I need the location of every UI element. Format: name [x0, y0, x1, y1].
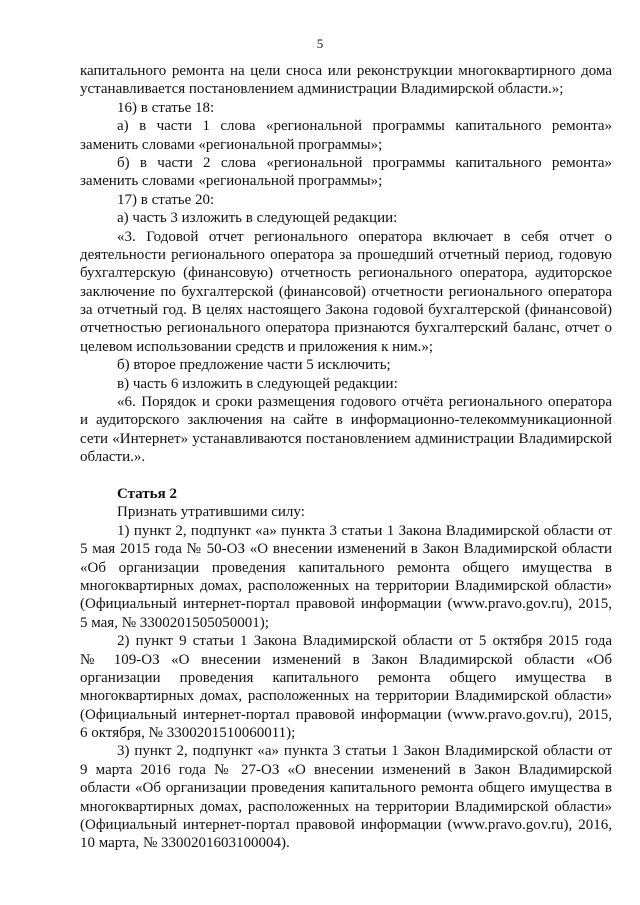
text-line: деятельности регионального оператора за прошедший отчетный период, годовую — [80, 246, 612, 263]
text-line: области.». — [80, 449, 146, 466]
text-line: «6. Порядок и сроки размещения годового отчёта регионального оператора — [117, 394, 612, 411]
text-line: отчетностью регионального оператора признаются бухгалтерский баланс, отчет о — [80, 320, 612, 337]
text-line: многоквартирных домах, расположенных на территории Владимирской области» — [80, 798, 612, 815]
page-number: 5 — [316, 36, 324, 51]
text-line: 1) пункт 2, подпункт «а» пункта 3 статьи 1 Закона Владимирской области от — [117, 522, 612, 539]
text-line: Признать утратившими силу: — [117, 504, 305, 521]
text-line: 5 мая 2015 года № 50-ОЗ «О внесении изменений в Закон Владимирской области — [80, 541, 612, 558]
text-line: заключение по бухгалтерской (финансовой) отчетности регионального оператора — [80, 283, 612, 300]
text-line: бухгалтерскую (финансовую) отчетность регионального оператора, аудиторское — [80, 265, 612, 282]
text-line: «Об организации проведения капитального ремонта общего имущества в — [80, 559, 612, 576]
text-line: а) часть 3 изложить в следующей редакции: — [117, 210, 398, 227]
text-line: устанавливается постановлением администрации Владимирской области.»; — [80, 81, 564, 98]
text-line: 10 марта, № 3300201603100004). — [80, 835, 290, 852]
paragraph-gap — [80, 467, 612, 485]
text-line: в) часть 6 изложить в следующей редакции: — [117, 375, 398, 392]
text-line: целевом использовании средств и приложения к ним.»; — [80, 338, 434, 355]
text-line: б) второе предложение части 5 исключить; — [117, 357, 391, 374]
text-line: 17) в статье 20: — [117, 191, 215, 208]
text-line: капитального ремонта на цели сноса или реконструкции многоквартирного дома — [80, 63, 612, 79]
text-line: области «Об организации проведения капитального ремонта общего имущества в — [80, 780, 612, 797]
text-line: 16) в статье 18: — [117, 99, 215, 116]
text-line: а) в части 1 слова «региональной программы капитального ремонта» — [117, 118, 612, 135]
text-line: 2) пункт 9 статьи 1 Закона Владимирской области от 5 октября 2015 года — [117, 633, 612, 650]
text-line: организации проведения капитального ремонта общего имущества в — [80, 669, 612, 686]
text-line: «3. Годовой отчет регионального оператора включает в себя отчет о — [117, 228, 612, 245]
text-line: (Официальный интернет-портал правовой информации (www.pravo.gov.ru), 2015, — [80, 596, 612, 613]
text-line: № 109-ОЗ «О внесении изменений в Закон Владимирской области «Об — [80, 651, 612, 668]
text-line: 3) пункт 2, подпункт «а» пункта 3 статьи 1 Закон Владимирской области от — [117, 743, 612, 760]
text-line: и аудиторского заключения на сайте в информационно-телекоммуникационной — [80, 412, 612, 429]
text-line: за отчетный год. В целях настоящего Закона годовой бухгалтерской (финансовой) — [80, 302, 612, 319]
text-line: (Официальный интернет-портал правовой информации (www.pravo.gov.ru), 2016, — [80, 817, 612, 834]
text-line: сети «Интернет» устанавливаются постановлением администрации Владимирской — [80, 430, 612, 447]
text-line: многоквартирных домах, расположенных на территории Владимирской области» — [80, 688, 612, 705]
document-body — [80, 62, 612, 853]
text-line: заменить словами «региональной программы»; — [80, 173, 383, 190]
text-line: 5 мая, № 3300201505050001); — [80, 614, 269, 631]
text-line: 9 марта 2016 года № 27-ОЗ «О внесении изменений в Закон Владимирской — [80, 761, 612, 778]
article-heading: Статья 2 — [117, 485, 177, 502]
text-line: многоквартирных домах, расположенных на территории Владимирской области» — [80, 577, 612, 594]
text-line: заменить словами «региональной программы»; — [80, 136, 383, 153]
text-line: 6 октября, № 3300201510060011); — [80, 725, 296, 742]
text-line: б) в части 2 слова «региональной программы капитального ремонта» — [117, 154, 612, 171]
text-line: (Официальный интернет-портал правовой информации (www.pravo.gov.ru), 2015, — [80, 706, 612, 723]
